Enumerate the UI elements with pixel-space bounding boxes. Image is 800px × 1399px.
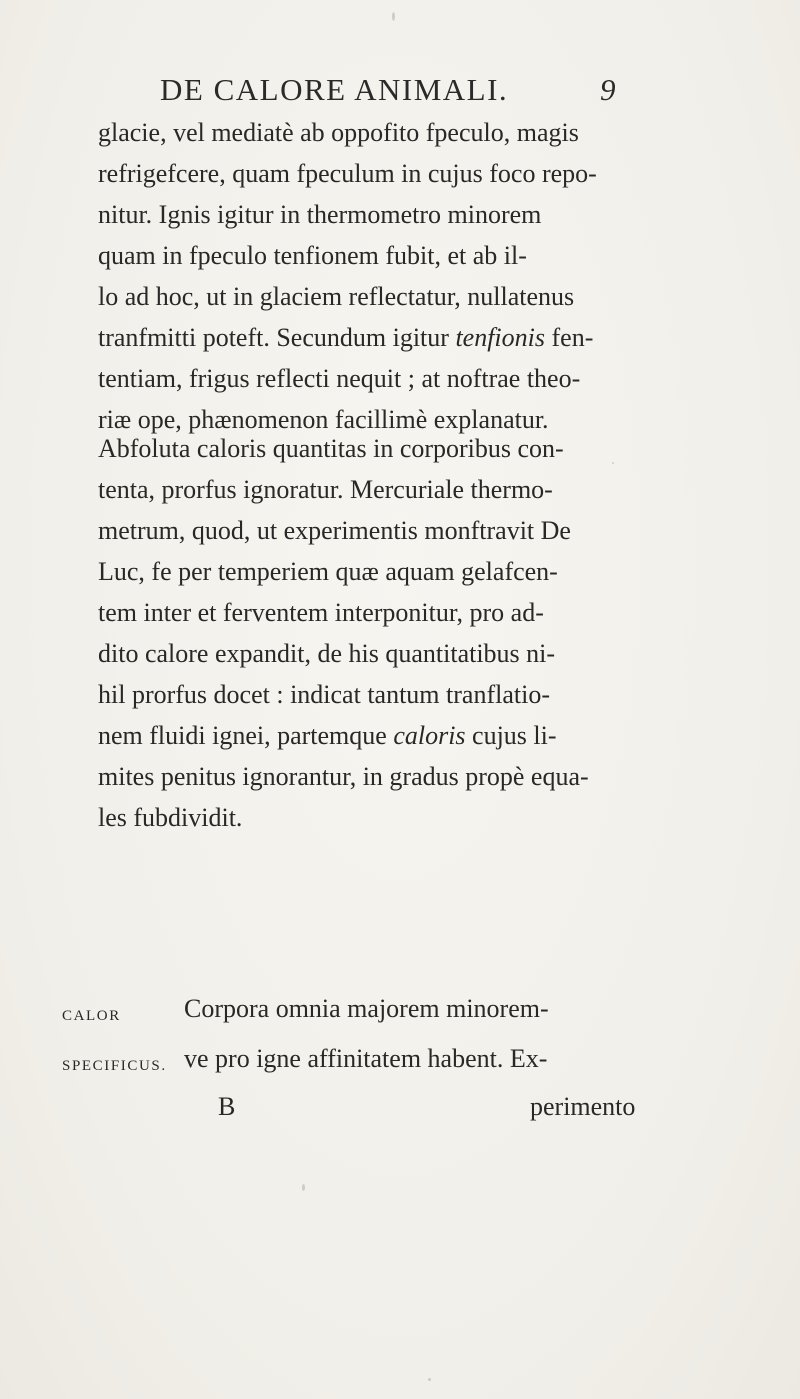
paper-speck: [392, 12, 395, 21]
text-line: dito calore expandit, de his quantitatibus ni-: [98, 639, 556, 668]
text-line: riæ ope, phænomenon facillimè explanatur.: [98, 405, 549, 434]
text-line: metrum, quod, ut experimentis monftravit De: [98, 516, 571, 545]
text-line: tem inter et ferventem interponitur, pro ad-: [98, 598, 544, 627]
text-line: glacie, vel mediatè ab oppofito fpeculo, magis: [98, 118, 579, 147]
text-line: Luc, fe per temperiem quæ aquam gelafcen-: [98, 557, 558, 586]
signature-mark: B: [218, 1092, 236, 1121]
italic-word: caloris: [393, 721, 466, 750]
text-line: hil prorfus docet : indicat tantum tranflatio-: [98, 680, 550, 709]
text-line: quam in fpeculo tenfionem fubit, et ab il-: [98, 241, 527, 270]
text-line-start: nem fluidi ignei, partemque: [98, 721, 394, 750]
italic-word: tenfionis: [455, 323, 545, 352]
text-line: ve pro igne affinitatem habent. Ex-: [184, 1044, 548, 1073]
paper-speck: [612, 462, 614, 464]
margin-note-specificus: SPECIFICUS.: [62, 1058, 167, 1074]
running-title: DE CALORE ANIMALI.: [160, 72, 509, 107]
text-line: Corpora omnia majorem minorem-: [184, 994, 549, 1023]
text-line-end: cujus li-: [465, 721, 557, 750]
text-line: refrigefcere, quam fpeculum in cujus foco repo-: [98, 159, 597, 188]
text-line-end: fen-: [545, 323, 594, 352]
text-line: tentiam, frigus reflecti nequit ; at noftrae theo-: [98, 364, 581, 393]
running-head: [160, 72, 640, 116]
margin-note-calor: CALOR: [62, 1008, 121, 1024]
paper-speck: [428, 1378, 431, 1381]
text-line: les fubdividit.: [98, 803, 243, 832]
text-line: lo ad hoc, ut in glaciem reflectatur, nullatenus: [98, 282, 575, 311]
text-line: Abfoluta caloris quantitas in corporibus con-: [98, 434, 564, 463]
text-line-start: tranfmitti poteft. Secundum igitur: [98, 323, 456, 352]
text-line: [98, 323, 593, 353]
text-line: mites penitus ignorantur, in gradus propè equa-: [98, 762, 589, 791]
text-line: tenta, prorfus ignoratur. Mercuriale thermo-: [98, 475, 553, 504]
page-number: 9: [600, 72, 616, 107]
catchword: perimento: [530, 1092, 636, 1121]
text-line: [98, 721, 557, 751]
paper-speck: [302, 1184, 305, 1191]
text-line: nitur. Ignis igitur in thermometro minorem: [98, 200, 542, 229]
